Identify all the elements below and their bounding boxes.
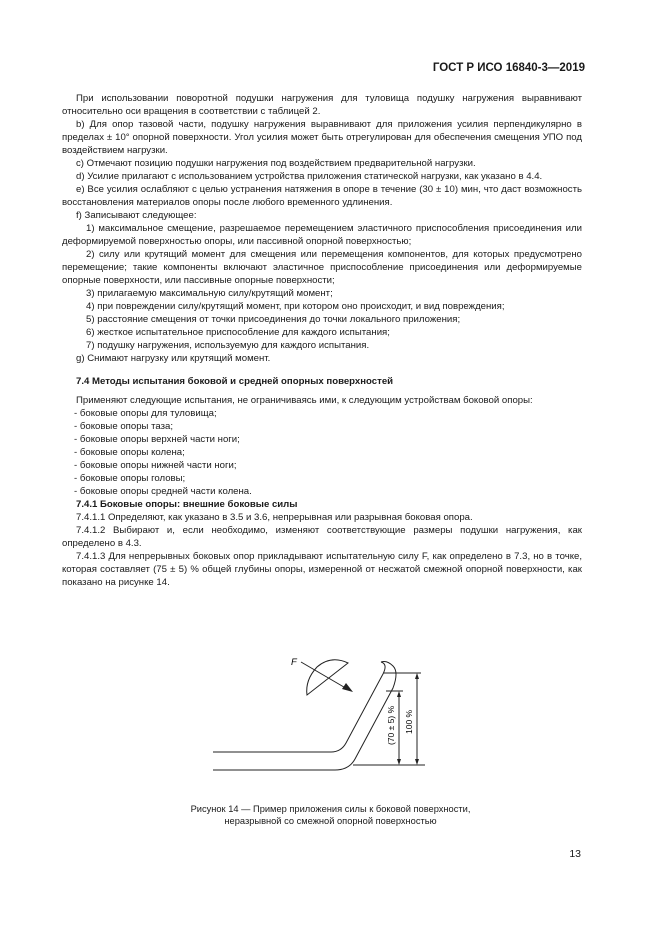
list-item: - боковые опоры таза;	[74, 421, 174, 432]
list-item: - боковые опоры головы;	[74, 473, 186, 484]
paragraph-f: f) Записывают следующее:	[76, 210, 197, 221]
paragraph-7-4-1-3: 7.4.1.3 Для непрерывных боковых опор прикладывают испытательную силу F, как определено в 7.3, но в точке, которая составляет (75 ± 5) % общей глубины опоры, измеренной от несжатой смежной опорной поверхности, как показано на рисунке 14.	[62, 551, 582, 588]
f-item-2: 2) силу или крутящий момент для смещения или перемещения компонентов, для которых предусмотрено перемещение; такие компоненты включают эластичное приспособление присоединения или деформируемые опорные поверхности, или пассивные опорные поверхности;	[62, 249, 582, 286]
section-heading-7-4-1: 7.4.1 Боковые опоры: внешние боковые силы	[76, 499, 298, 510]
f-item-1: 1) максимальное смещение, разрешаемое перемещением эластичного приспособления присоединения или деформируемой поверхностью опоры, или пассивной опорной поверхностью;	[62, 223, 582, 247]
list-item: - боковые опоры нижней части ноги;	[74, 460, 237, 471]
f-item-3: 3) прилагаемую максимальную силу/крутящий момент;	[86, 288, 333, 299]
list-item: - боковые опоры для туловища;	[74, 408, 217, 419]
dimension-label-100: 100 %	[404, 709, 414, 734]
paragraph-d: d) Усилие прилагают с использованием устройства приложения статической нагрузки, как указано в 4.4.	[76, 171, 543, 182]
support-outer-edge	[213, 662, 385, 752]
f-item-7: 7) подушку нагружения, используемую для каждого испытания.	[86, 340, 370, 351]
list-item: - боковые опоры колена;	[74, 447, 185, 458]
force-label: F	[291, 657, 297, 668]
list-item: - боковые опоры верхней части ноги;	[74, 434, 240, 445]
dimension-arrow	[415, 759, 419, 765]
paragraph-g: g) Снимают нагрузку или крутящий момент.	[76, 353, 271, 364]
section-heading-7-4: 7.4 Методы испытания боковой и средней опорных поверхностей	[76, 376, 394, 387]
figure-caption	[0, 803, 661, 827]
force-arrow-line	[301, 662, 349, 690]
paragraph-e: e) Все усилия ослабляют с целью устранения натяжения в опоре в течение (30 ± 10) мин, что даст возможность восстановления материалов опоры после любого временного удлинения.	[62, 184, 582, 208]
figure-14-diagram	[203, 650, 443, 800]
dimension-arrow	[397, 759, 401, 765]
paragraph-b: b) Для опор тазовой части, подушку нагружения выравнивают для приложения усилия перпендикулярно в пределах ± 10° опорной поверхности. Угол усилия может быть отрегулирован для обеспечения смещения УПО под воздействием нагрузки.	[62, 119, 582, 156]
dimension-arrow	[415, 673, 419, 679]
paragraph-7-4-1-2: 7.4.1.2 Выбирают и, если необходимо, изменяют соответствующие размеры подушки нагружения, как определено в 4.3.	[62, 525, 582, 549]
f-item-6: 6) жесткое испытательное приспособление для каждого испытания;	[86, 327, 390, 338]
dimension-label-70: (70 ± 5) %	[386, 705, 396, 745]
caption-line: неразрывной со смежной опорной поверхностью	[224, 816, 437, 826]
force-arrow-head	[342, 683, 353, 692]
document-header: ГОСТ Р ИСО 16840-3—2019	[432, 62, 585, 74]
paragraph-intro: При использовании поворотной подушки нагружения для туловища подушку нагружения выравнивают относительно оси вращения в соответствии с таблицей 2.	[62, 93, 582, 117]
page-number: 13	[569, 848, 581, 860]
paragraph-7-4-1-1: 7.4.1.1 Определяют, как указано в 3.5 и 3.6, непрерывная или разрывная боковая опора.	[76, 512, 473, 523]
caption-line: Рисунок 14 — Пример приложения силы к боковой поверхности,	[190, 804, 471, 814]
list-item: - боковые опоры средней части колена.	[74, 486, 252, 497]
f-item-4: 4) при повреждении силу/крутящий момент, при котором оно происходит, и вид повреждения;	[86, 301, 505, 312]
dimension-arrow	[397, 691, 401, 697]
paragraph-c: c) Отмечают позицию подушки нагружения под воздействием предварительной нагрузки.	[76, 158, 476, 169]
paragraph-7-4: Применяют следующие испытания, не ограничиваясь ими, к следующим устройствам боковой опоры:	[76, 395, 533, 406]
f-item-5: 5) расстояние смещения от точки присоединения до точки локального приложения;	[86, 314, 461, 325]
support-inner-edge	[213, 662, 396, 771]
body-text	[62, 92, 582, 589]
